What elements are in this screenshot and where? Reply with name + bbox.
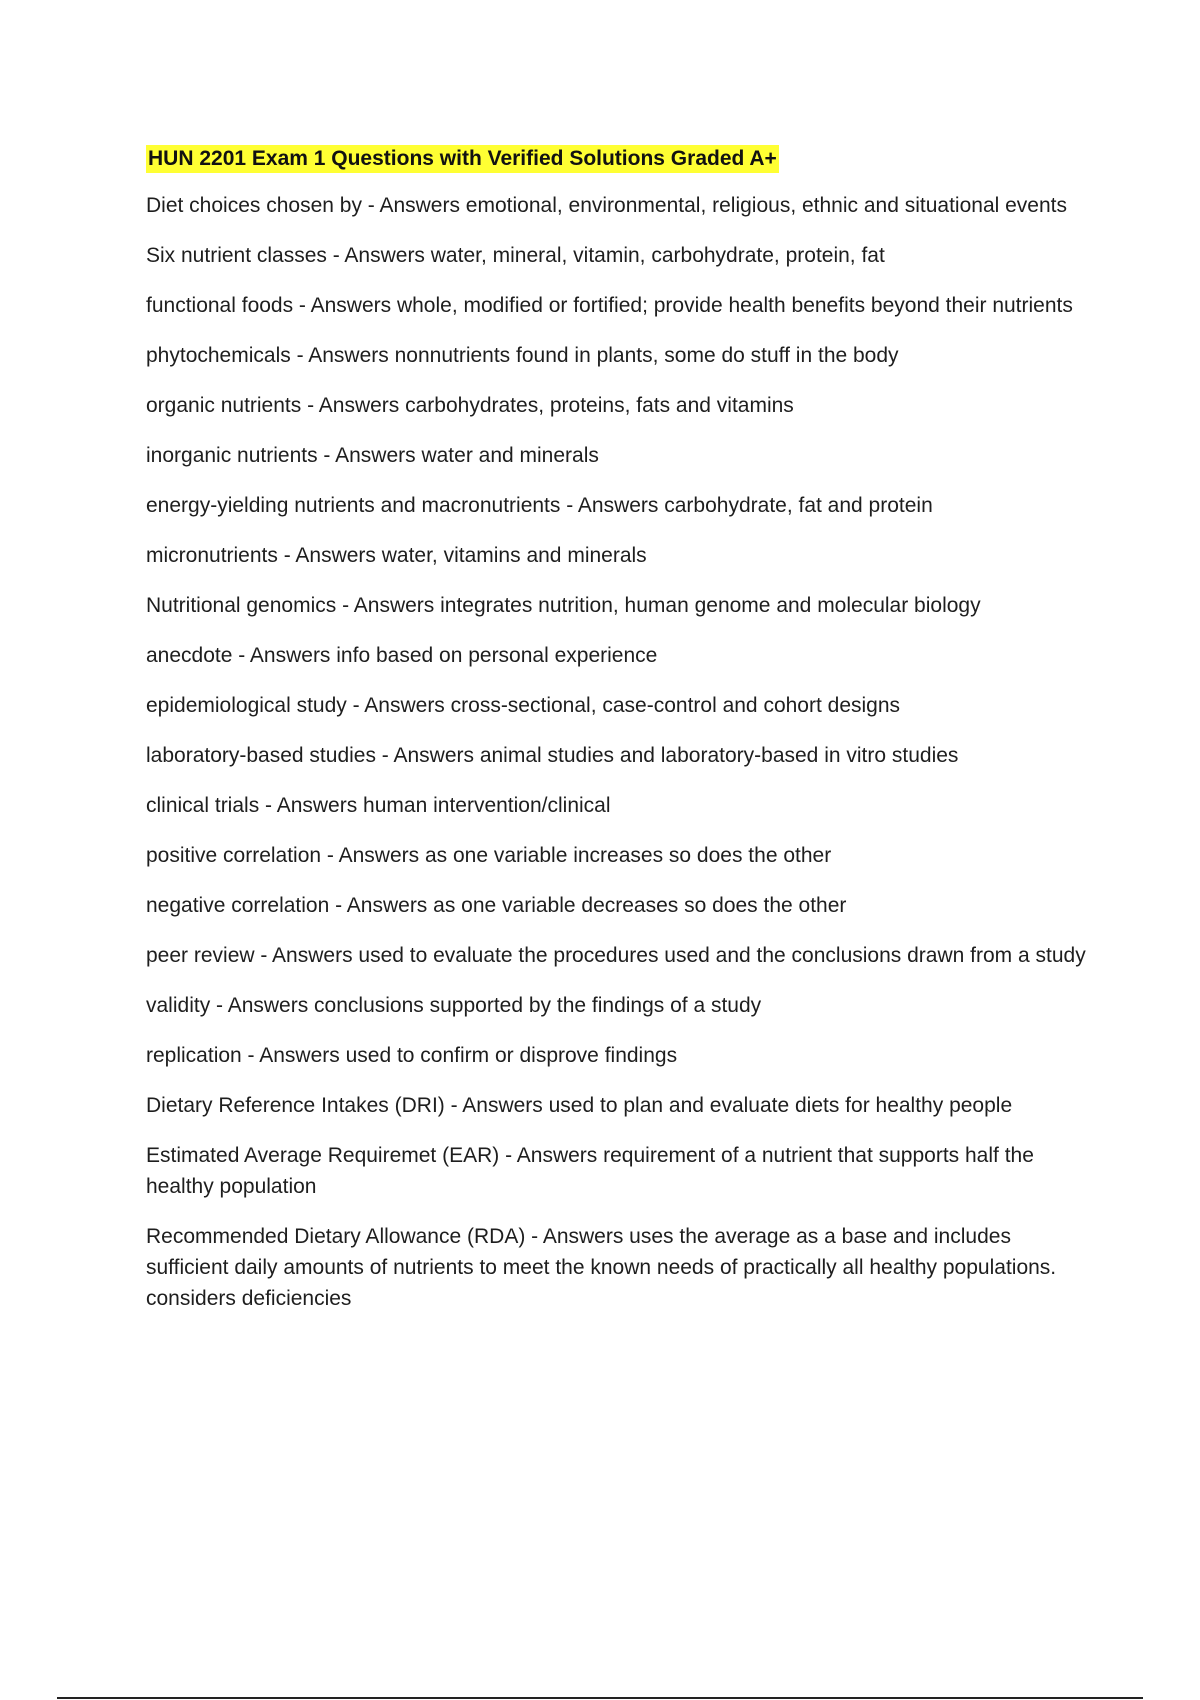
qa-entry: Diet choices chosen by - Answers emotional, environmental, religious, ethnic and situational events [146,194,1067,217]
qa-entry: negative correlation - Answers as one variable decreases so does the other [146,894,847,917]
qa-entry: positive correlation - Answers as one variable increases so does the other [146,844,832,867]
qa-entry: Dietary Reference Intakes (DRI) - Answers used to plan and evaluate diets for healthy people [146,1094,1013,1117]
qa-entry: organic nutrients - Answers carbohydrates, proteins, fats and vitamins [146,394,794,417]
qa-entry: epidemiological study - Answers cross-sectional, case-control and cohort designs [146,694,901,717]
qa-entry: Recommended Dietary Allowance (RDA) - Answers uses the average as a base and includes sufficient daily amounts of nutrients to meet the known needs of practically all healthy populations. considers deficiencies [146,1225,1057,1310]
qa-entry: energy-yielding nutrients and macronutrients - Answers carbohydrate, fat and protein [146,494,933,517]
qa-entry: clinical trials - Answers human intervention/clinical [146,794,611,817]
page-bottom-rule [57,1697,1143,1699]
qa-entry: validity - Answers conclusions supported by the findings of a study [146,994,762,1017]
qa-entry: laboratory-based studies - Answers animal studies and laboratory-based in vitro studies [146,744,959,767]
qa-entry: Nutritional genomics - Answers integrates nutrition, human genome and molecular biology [146,594,981,617]
document-content [146,145,1086,1333]
qa-entry: replication - Answers used to confirm or disprove findings [146,1044,678,1067]
qa-entry: functional foods - Answers whole, modified or fortified; provide health benefits beyond their nutrients [146,294,1073,317]
document-title: HUN 2201 Exam 1 Questions with Verified Solutions Graded A+ [146,145,779,173]
qa-entry: micronutrients - Answers water, vitamins and minerals [146,544,647,567]
qa-entry: inorganic nutrients - Answers water and minerals [146,444,599,467]
qa-entry: Estimated Average Requiremet (EAR) - Answers requirement of a nutrient that supports half the healthy population [146,1144,1034,1198]
qa-entry: peer review - Answers used to evaluate the procedures used and the conclusions drawn from a study [146,944,1086,967]
qa-entry: anecdote - Answers info based on personal experience [146,644,658,667]
qa-entry: phytochemicals - Answers nonnutrients found in plants, some do stuff in the body [146,344,899,367]
qa-entry: Six nutrient classes - Answers water, mineral, vitamin, carbohydrate, protein, fat [146,244,885,267]
